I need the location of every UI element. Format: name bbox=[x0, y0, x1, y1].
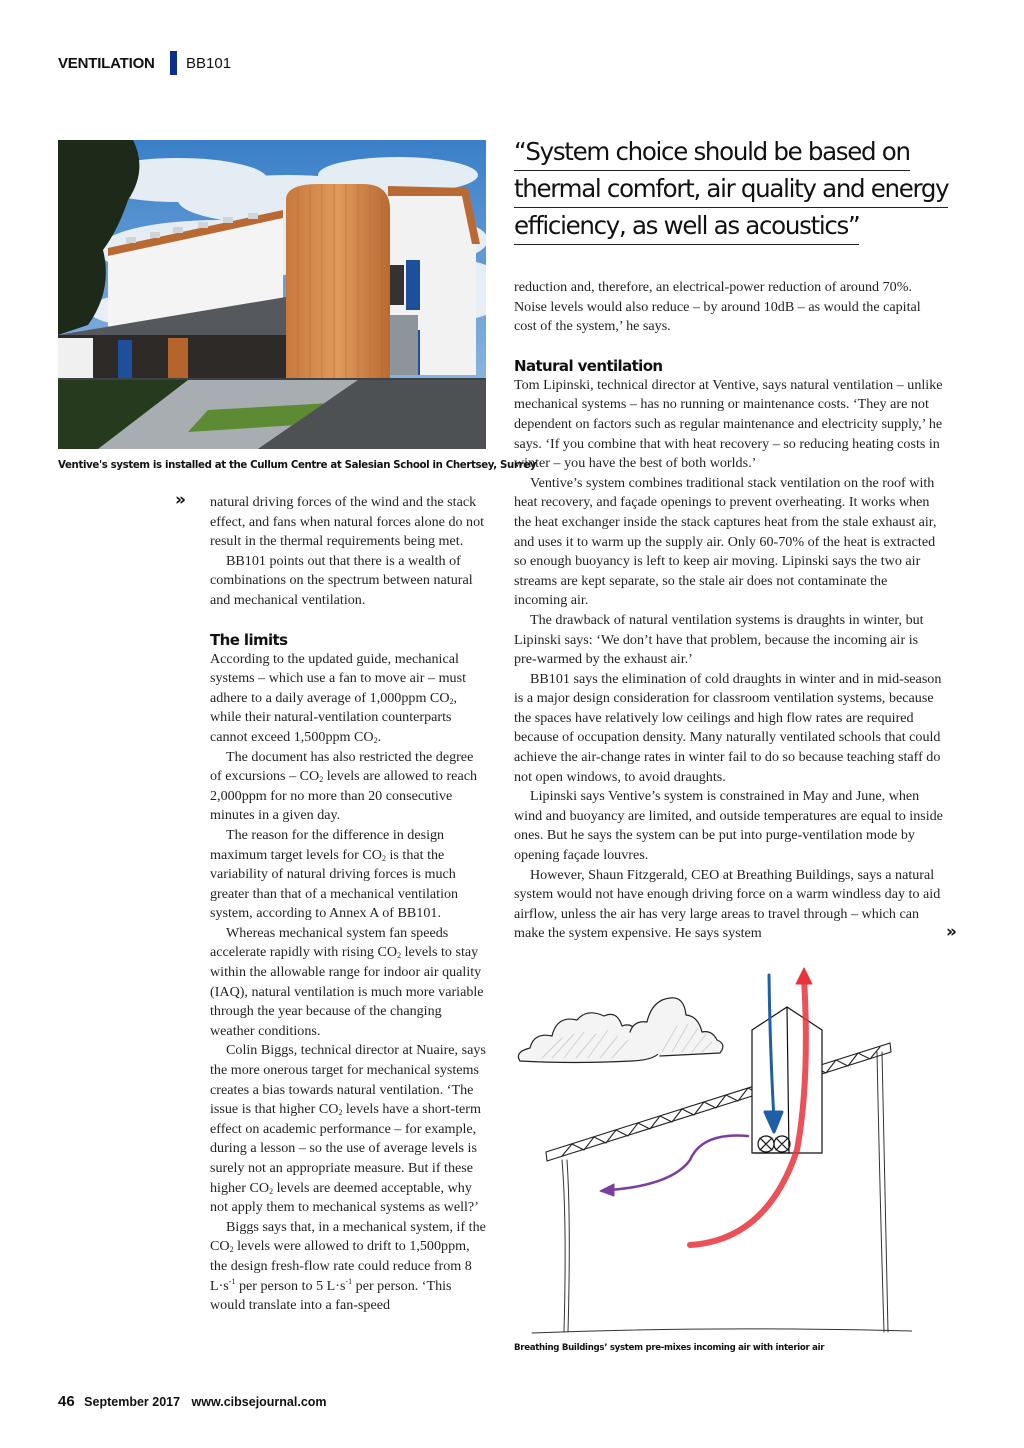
subheading-the-limits: The limits bbox=[210, 630, 288, 649]
section-divider-bar bbox=[170, 51, 177, 75]
paragraph: natural driving forces of the wind and the stack effect, and fans when natural forces alone do not result in the thermal requirements being met. bbox=[210, 494, 485, 550]
mixed-air-arrow-icon bbox=[600, 1136, 748, 1197]
pull-quote-line: “System choice should be based on bbox=[514, 134, 910, 171]
issue-date: September 2017 bbox=[84, 1395, 181, 1409]
pull-quote-line: efficiency, as well as acoustics” bbox=[514, 208, 859, 245]
double-chevron-right-icon: » bbox=[946, 922, 957, 942]
section-label: VENTILATION bbox=[58, 55, 155, 72]
paragraph: Whereas mechanical system fan speeds accelerate rapidly with rising $CO_2$ levels to stay within the allowable range for indoor air quality (IAQ), natural ventilation is much more variable through the year because of the changing weather conditions. bbox=[210, 924, 484, 1039]
paragraph: However, Shaun Fitzgerald, CEO at Breathing Buildings, says a natural system would not have enough driving force on a warm windless day to aid airflow, unless the air has very large areas to travel through – which can make the system expensive. He says system bbox=[514, 866, 941, 942]
photo-caption: Ventive's system is installed at the Cullum Centre at Salesian School in Chertsey, Surrey bbox=[58, 460, 537, 471]
paragraph: According to the updated guide, mechanical systems – which use a fan to move air – must adhere to a daily average of 1,000ppm $CO_2$, while their natural-ventilation counterparts cannot exceed 1,500ppm $CO_2$. bbox=[210, 650, 466, 745]
paragraph: BB101 says the elimination of cold draughts in winter and in mid-season is a major design consideration for classroom ventilation systems, because the spaces have relatively low ceilings and high flow rates are required because of occupation density. Many naturally ventilated schools that could achieve the air-change rates in winter fail to do so because teaching staff do not open windows, to avoid draughts. bbox=[514, 670, 942, 785]
website-link[interactable]: www.cibsejournal.com bbox=[191, 1395, 327, 1409]
paragraph: Biggs says that, in a mechanical system, if the $CO_2$ levels were allowed to drift to 1,500ppm, the design fresh-flow rate could reduce from 8 $L\cdot s^{-1}$ per person to 5 $L\cdot s^{-1}$ per person. ‘This would translate into a fan-speed bbox=[210, 1218, 486, 1314]
cloud-icon bbox=[518, 998, 723, 1063]
paragraph: The document has also restricted the degree of excursions – $CO_2$ levels are allowed to reach 2,000ppm for no more than 20 consecutive minutes in a given day. bbox=[210, 748, 477, 824]
double-chevron-right-icon: » bbox=[175, 490, 186, 510]
subheading-natural-ventilation: Natural ventilation bbox=[514, 356, 663, 375]
paragraph: Colin Biggs, technical director at Nuaire, says the more onerous target for mechanical systems creates a bias towards natural ventilation. ‘The issue is that higher $CO_2$ levels have a short-term effect on academic performance – for example, during a lesson – so the use of average levels is surely not an appropriate measure. But if these higher $CO_2$ levels are deemed acceptable, why not apply them to mechanical systems as well?’ bbox=[210, 1042, 486, 1216]
paragraph: Tom Lipinski, technical director at Ventive, says natural ventilation – unlike mechanical systems – has no running or maintenance costs. ‘They are not dependent on factors such as regular maintenance and electricity supply,’ he says. ‘If you combine that with heat recovery – so reducing heating costs in winter – you have the best of both worlds.’ bbox=[514, 376, 943, 472]
building-photo bbox=[58, 140, 486, 449]
paragraph: Lipinski says Ventive’s system is constrained in May and June, when wind and buoyancy are limited, and outside temperatures are equal to inside ones. But he says the system can be put into purge-ventilation mode by opening façade louvres. bbox=[514, 788, 943, 864]
paragraph: The drawback of natural ventilation systems is draughts in winter, but Lipinski says: ‘We don’t have that problem, because the incoming air is pre-warmed by the exhaust air.’ bbox=[514, 611, 924, 668]
ventilation-diagram bbox=[512, 960, 912, 1340]
subsection-label: BB101 bbox=[186, 55, 232, 72]
page-footer bbox=[58, 1393, 327, 1410]
paragraph: reduction and, therefore, an electrical-power reduction of around 70%. Noise levels would also reduce – by around 10dB – as would the capital cost of the system,’ he says. bbox=[514, 279, 921, 335]
pull-quote bbox=[514, 134, 949, 245]
diagram-caption: Breathing Buildings’ system pre-mixes incoming air with interior air bbox=[514, 1343, 825, 1353]
pull-quote-line: thermal comfort, air quality and energy bbox=[514, 171, 948, 208]
article-column-left bbox=[210, 493, 488, 1316]
article-column-right bbox=[514, 278, 944, 944]
paragraph: BB101 points out that there is a wealth of combinations on the spectrum between natural and mechanical ventilation. bbox=[210, 552, 473, 608]
page-number: 46 bbox=[58, 1393, 75, 1410]
paragraph: Ventive’s system combines traditional stack ventilation on the roof with heat recovery, and façade openings to prevent overheating. It works when the heat exchanger inside the stack captures heat from the stale exhaust air, and uses it to warm up the supply air. Only 60-70% of the heat is extracted so enough buoyancy is left to keep air moving. Lipinski says the two air streams are kept separate, so the stale air does not contaminate the incoming air. bbox=[514, 474, 937, 609]
paragraph: The reason for the difference in design maximum target levels for $CO_2$ is that the variability of natural driving forces is much greater than that of a mechanical ventilation system, according to Annex A of BB101. bbox=[210, 826, 459, 922]
